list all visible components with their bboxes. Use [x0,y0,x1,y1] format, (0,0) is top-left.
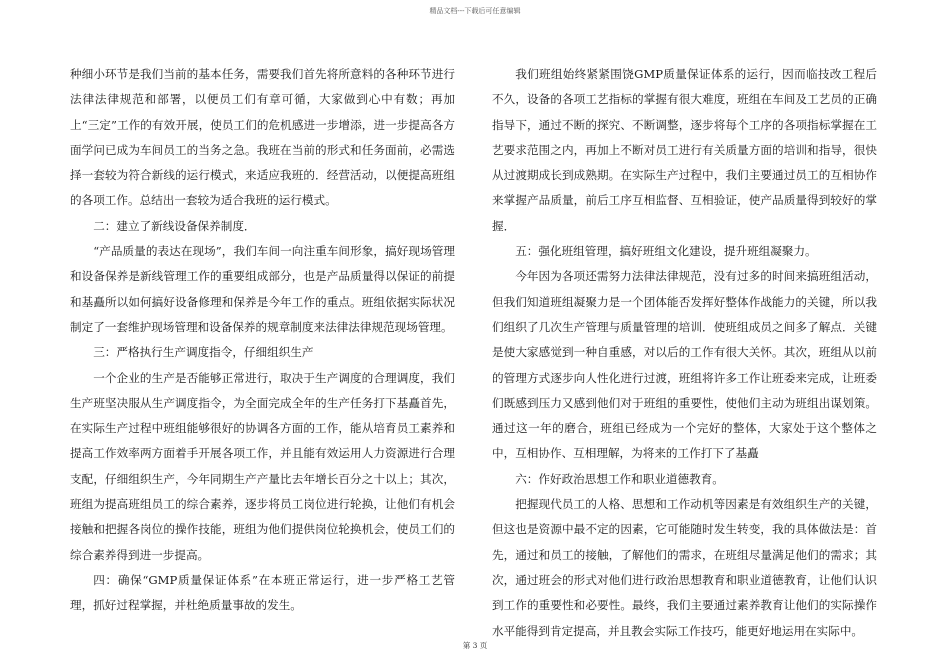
paragraph: 五：强化班组管理，搞好班组文化建设，提升班组凝聚力。 [515,244,817,259]
paragraph: 把握现代员工的人格、思想和工作动机等因素是有效组织生产的关键，但这也是资源中最不定的因素，它可能随时发生转变，我的具体做法是：首先，通过和员工的接触，了解他们的需求，在班组尽量满足他们的需求；其次，通过班会的形式对他们进行政治思想教育和职业道德教育，让他们认识到工作的重要性和必要性。最终，我们主要通过素养教育让他们的实际操作水平能得到肯定提高，并且教会实际工作技巧，能更好地运用在实际中。 [492,497,877,638]
paragraph: 六：作好政治思想工作和职业道德教育。 [515,471,724,486]
paragraph: 我们班组始终紧紧围饶GMP质量保证体系的运行，因而临技改工程后不久，设备的各项工艺指标的掌握有很大难度，班组在车间及工艺员的正确指导下，通过不断的探究、不断调整，逐步将每个工序的各项指标掌握在工艺要求范围之内，再加上不断对员工进行有关质量方面的培训和指导，很快从过渡期成长到成熟期。在实际生产过程中，我们主要通过员工的互相协作来掌握产品质量，前后工序互相监督、互相验证，使产品质量得到较好的掌握． [492,67,877,233]
paragraph: 二：建立了新线设备保养制度． [93,218,256,233]
paragraph: 三：严格执行生产调度指令，仔细组织生产 [93,345,314,360]
paragraph: 一个企业的生产是否能够正常进行，取决于生产调度的合理调度，我们生产班坚决服从生产调度指令，为全面完成全年的生产任务打下基矗首先，在实际生产过程中班组能够很好的协调各方面的工作，能从培育员工素养和提高工作效率两方面着手开展各项工作，并且能有效运用人力资源进行合理支配，仔细组织生产，今年同期生产产量比去年增长百分之十以上；其次，班组为提高班组员工的综合素养，逐步将员工岗位进行轮换，让他们有机会接触和把握各岗位的操作技能，班组为他们提供岗位轮换机会，使员工们的综合素养得到进一步提高。 [70,370,455,562]
paragraph: 四：确保“GMP质量保证体系”在本班正常运行，进一步严格工艺管理，抓好过程掌握，并杜绝质量事故的发生。 [70,572,455,613]
page-header: 精品文档---下载后可任意编辑 [429,7,521,15]
right-column [492,62,877,644]
paragraph: 种细小环节是我们当前的基本任务，需要我们首先将所意料的各种环节进行法律法律规范和部署，以便员工们有章可循，大家做到心中有数；再加上“三定”工作的有效开展，使员工们的危机感进一步增添，进一步提高各方面学问已成为车间员工的当务之急。我班在当前的形式和任务面前，必需选择一套较为符合新线的运行模式，来适应我班的．经营活动，以便提高班组的各项工作。总结出一套较为适合我班的运行模式。 [70,67,455,208]
paragraph: “产品质量的表达在现场”，我们车间一向注重车间形象，搞好现场管理和设备保养是新线管理工作的重要组成部分，也是产品质量得以保证的前提和基矗所以如何搞好设备修理和保养是今年工作的重点。班组依据实际状况制定了一套维护现场管理和设备保养的规章制度来法律法律规范现场管理。 [70,244,455,334]
left-column [70,62,455,619]
paragraph: 今年因为各项还需努力法律法律规范，没有过多的时间来搞班组活动，但我们知道班组凝聚力是一个团体能否发挥好整体作战能力的关键，所以我们组织了几次生产管理与质量管理的培训．使班组成员之间多了解点．关键是使大家感觉到一种自重感，对以后的工作有很大关怀。其次，班组从以前的管理方式逐步向人性化进行过渡，班组将许多工作让班委来完成，让班委们既感到压力又感到他们对于班组的重要性，使他们主动为班组出谋划策。通过这一年的磨合，班组已经成为一个完好的整体，大家处于这个整体之中，互相协作、互相理解，为将来的工作打下了基矗 [492,269,877,461]
page-number: 第 3 页 [462,641,488,650]
